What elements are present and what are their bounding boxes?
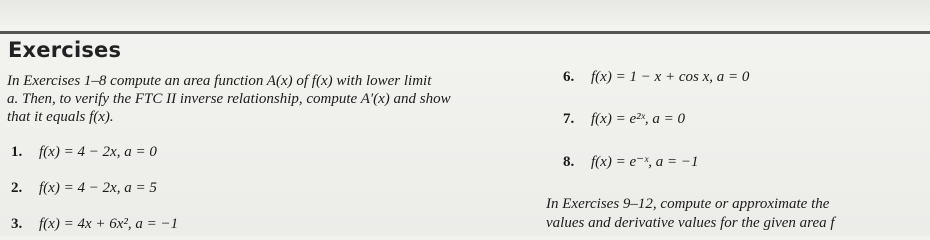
- instruction-line: a. Then, to verify the FTC II inverse relationship, compute A′(x) and show: [7, 91, 451, 107]
- exercise-number: 6.: [563, 69, 575, 85]
- exercise-8: [563, 152, 699, 171]
- exercise-number: 7.: [563, 111, 575, 127]
- exercise-number: 2.: [11, 180, 23, 196]
- exercise-equation: f(x) = 1 − x + cos x, a = 0: [591, 69, 750, 85]
- exercise-equation: f(x) = e⁻ˣ, a = −1: [591, 154, 699, 170]
- exercise-3: [11, 216, 178, 233]
- exercise-number: 1.: [11, 144, 23, 160]
- exercise-equation: f(x) = 4x + 6x², a = −1: [39, 216, 179, 232]
- instruction-line: that it equals f(x).: [7, 109, 114, 125]
- instruction-line: values and derivative values for the given area f: [546, 215, 835, 231]
- exercise-equation: f(x) = 4 − 2x, a = 5: [39, 180, 157, 196]
- section-divider: [0, 31, 930, 34]
- exercise-equation: f(x) = 4 − 2x, a = 0: [39, 144, 157, 160]
- instruction-line: In Exercises 9–12, compute or approximate the: [546, 196, 830, 212]
- exercise-number: 3.: [11, 216, 23, 232]
- exercise-instructions: [7, 73, 451, 127]
- exercise-instructions-9-12: [546, 196, 835, 234]
- exercise-2: [11, 180, 157, 197]
- exercise-7: [563, 111, 685, 128]
- page-top-margin: [0, 0, 930, 26]
- instruction-line: In Exercises 1–8 compute an area function A(x) of f(x) with lower limit: [7, 73, 432, 89]
- exercise-equation: f(x) = e²ˣ, a = 0: [591, 111, 685, 127]
- exercise-6: [563, 69, 749, 86]
- section-title: Exercises: [8, 38, 122, 62]
- exercise-1: [11, 144, 157, 161]
- exercise-number: 8.: [563, 154, 575, 170]
